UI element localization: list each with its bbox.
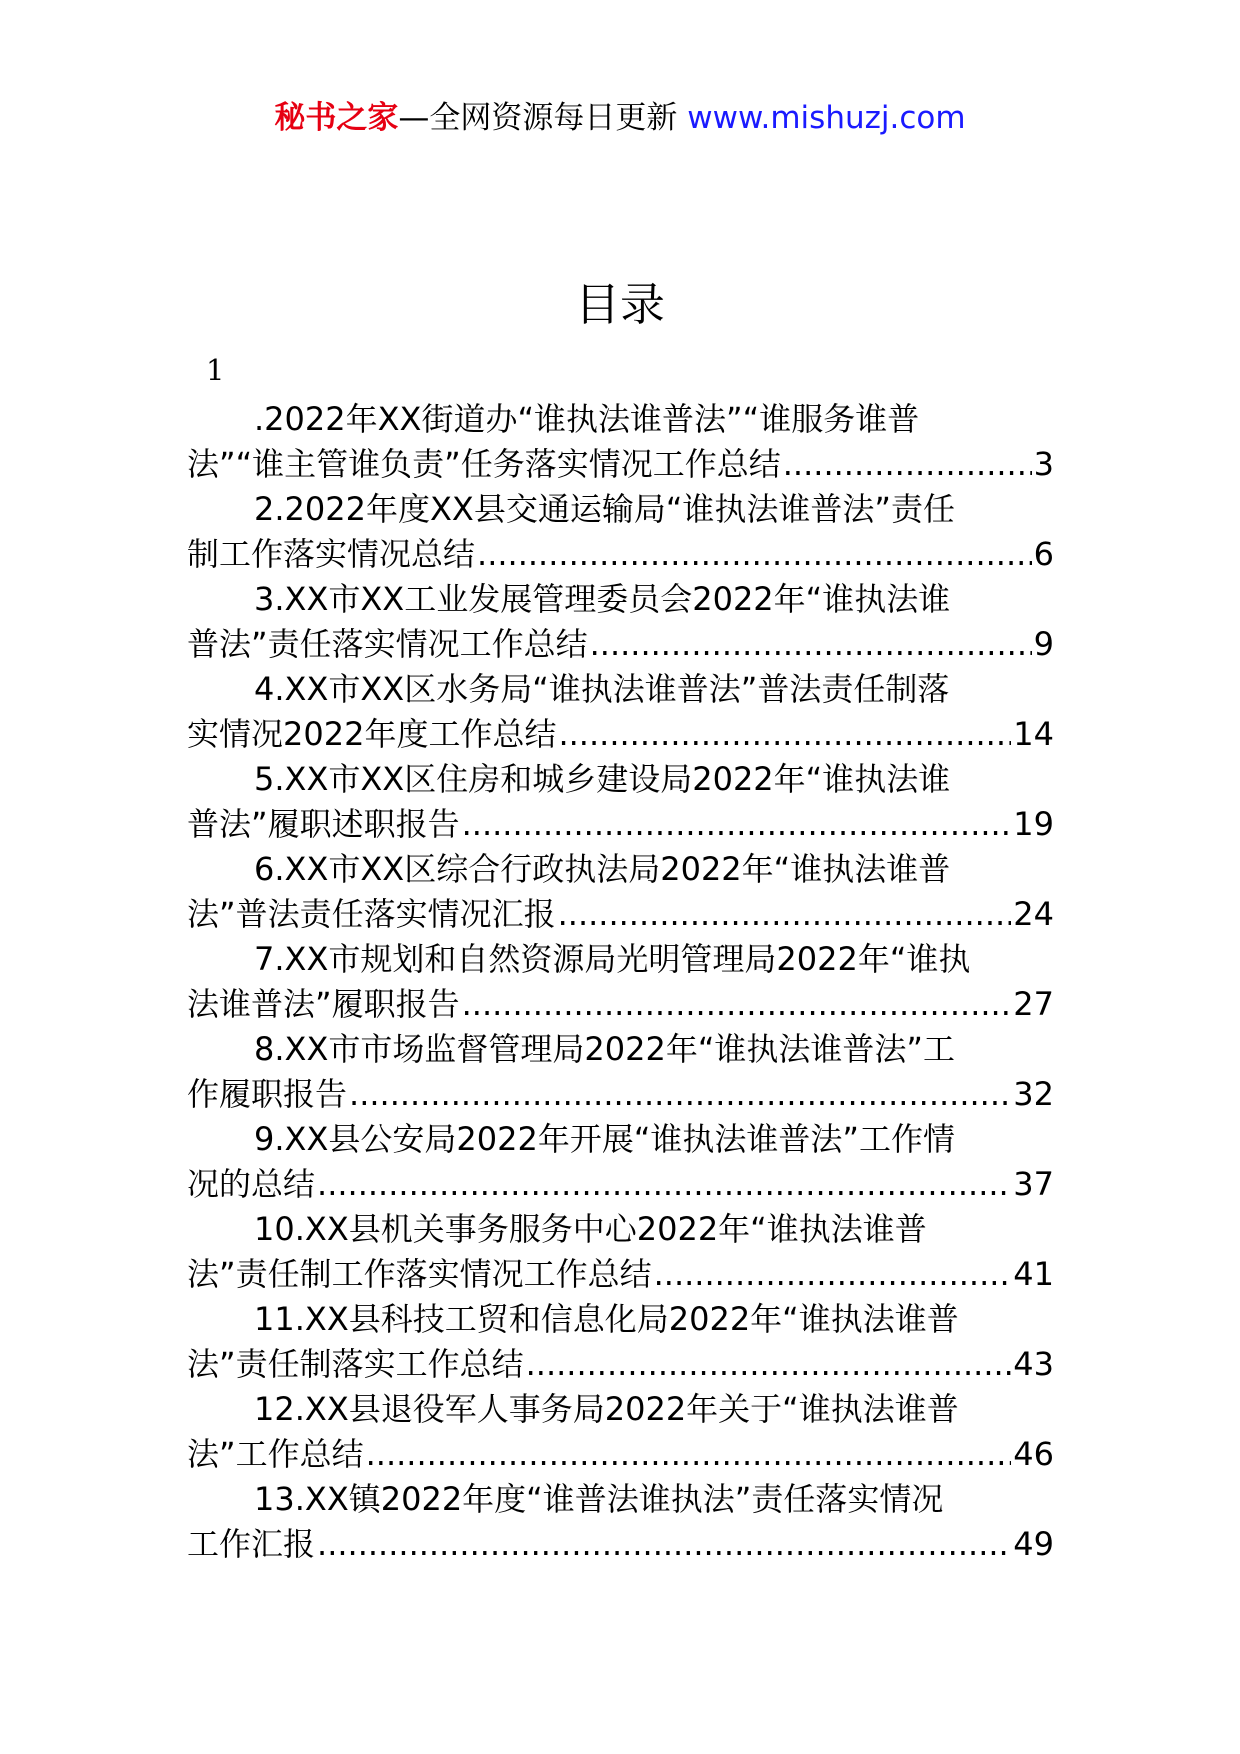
header-slogan: —全网资源每日更新: [398, 100, 688, 136]
site-url-link[interactable]: www.mishuzj.com: [687, 100, 966, 136]
dot-leader: [366, 1432, 1012, 1477]
toc-entry[interactable]: [187, 487, 1054, 577]
dot-leader: [462, 982, 1012, 1027]
toc-entry-title-rest: 工作汇报: [187, 1525, 316, 1563]
toc-page-number: 24: [1013, 895, 1054, 933]
toc-entry[interactable]: [187, 1027, 1054, 1117]
toc-entry-title-line2: [187, 622, 1054, 667]
toc-page-number: 3: [1033, 445, 1054, 483]
dot-leader: [349, 1072, 1011, 1117]
dot-leader: [783, 442, 1032, 487]
toc-entry[interactable]: [187, 667, 1054, 757]
toc-entry-title-line1: 2.2022年度XX县交通运输局“谁执法谁普法”责任: [254, 490, 955, 528]
toc-entry-title-rest: 普法”责任落实情况工作总结: [187, 625, 588, 663]
toc-page-number: 49: [1013, 1525, 1054, 1563]
toc-entry[interactable]: [187, 1297, 1054, 1387]
toc-entry-title-line2: [187, 802, 1054, 847]
dot-leader: [526, 1342, 1012, 1387]
toc-entry[interactable]: [187, 1207, 1054, 1297]
toc-page-number: 9: [1033, 625, 1054, 663]
toc-entry[interactable]: [187, 1117, 1054, 1207]
toc-entry-title-line1: 11.XX县科技工贸和信息化局2022年“谁执法谁普: [254, 1300, 959, 1338]
toc-entry-title-line2: [187, 532, 1054, 577]
table-of-contents: [187, 397, 1054, 1567]
toc-entry-title-rest: 法”责任制落实工作总结: [187, 1345, 524, 1383]
toc-entry-title-rest: 况的总结: [187, 1165, 316, 1203]
toc-entry-title-line1: 12.XX县退役军人事务局2022年关于“谁执法谁普: [254, 1390, 959, 1428]
toc-page-number: 43: [1013, 1345, 1054, 1383]
toc-entry[interactable]: [187, 397, 1054, 487]
toc-entry-title-line1: 7.XX市规划和自然资源局光明管理局2022年“谁执: [254, 940, 971, 978]
toc-entry-title-rest: 制工作落实情况总结: [187, 535, 476, 573]
dot-leader: [477, 532, 1032, 577]
top-marker: 1: [206, 353, 225, 387]
toc-entry-title-line1: 4.XX市XX区水务局“谁执法谁普法”普法责任制落: [254, 670, 950, 708]
toc-page-number: 19: [1013, 805, 1054, 843]
toc-page-number: 46: [1013, 1435, 1054, 1473]
toc-page-number: 37: [1013, 1165, 1054, 1203]
toc-entry[interactable]: [187, 1477, 1054, 1567]
brand-name: 秘书之家: [274, 100, 399, 136]
toc-entry-title-line2: [187, 1342, 1054, 1387]
dot-leader: [317, 1162, 1011, 1207]
toc-page-number: 6: [1033, 535, 1054, 573]
toc-entry-title-line2: [187, 442, 1054, 487]
toc-page-number: 32: [1013, 1075, 1054, 1113]
toc-entry[interactable]: [187, 847, 1054, 937]
toc-entry-title-rest: 法”“谁主管谁负责”任务落实情况工作总结: [187, 445, 781, 483]
toc-entry-title-line1: 8.XX市市场监督管理局2022年“谁执法谁普法”工: [254, 1030, 955, 1068]
toc-entry-title-line2: [187, 1072, 1054, 1117]
toc-entry-title-rest: 法”工作总结: [187, 1435, 364, 1473]
toc-entry-title-line1: 3.XX市XX工业发展管理委员会2022年“谁执法谁: [254, 580, 951, 618]
toc-entry[interactable]: [187, 757, 1054, 847]
dot-leader: [317, 1522, 1011, 1567]
toc-entry-title-line2: [187, 1522, 1054, 1567]
toc-entry-title-line2: [187, 1432, 1054, 1477]
toc-entry-title-line2: [187, 892, 1054, 937]
toc-entry-title-rest: 法”责任制工作落实情况工作总结: [187, 1255, 652, 1293]
dot-leader: [462, 802, 1012, 847]
dot-leader: [558, 712, 1011, 757]
toc-entry-title-rest: 普法”履职述职报告: [187, 805, 460, 843]
toc-entry-title-line1: .2022年XX街道办“谁执法谁普法”“谁服务谁普: [254, 400, 920, 438]
toc-entry-title-rest: 法”普法责任落实情况汇报: [187, 895, 556, 933]
site-header: [0, 98, 1240, 138]
toc-entry-title-rest: 实情况2022年度工作总结: [187, 715, 557, 753]
toc-entry[interactable]: [187, 577, 1054, 667]
toc-entry-title-line2: [187, 1252, 1054, 1297]
dot-leader: [654, 1252, 1012, 1297]
toc-entry-title-line1: 9.XX县公安局2022年开展“谁执法谁普法”工作情: [254, 1120, 955, 1158]
toc-entry[interactable]: [187, 1387, 1054, 1477]
toc-entry-title-line2: [187, 982, 1054, 1027]
toc-entry[interactable]: [187, 937, 1054, 1027]
toc-entry-title-line1: 6.XX市XX区综合行政执法局2022年“谁执法谁普: [254, 850, 951, 888]
toc-entry-title-line1: 13.XX镇2022年度“谁普法谁执法”责任落实情况: [254, 1480, 944, 1518]
toc-entry-title-line1: 5.XX市XX区住房和城乡建设局2022年“谁执法谁: [254, 760, 951, 798]
toc-entry-title-line1: 10.XX县机关事务服务中心2022年“谁执法谁普: [254, 1210, 927, 1248]
dot-leader: [590, 622, 1032, 667]
page-title: 目录: [574, 278, 665, 331]
toc-entry-title-line2: [187, 712, 1054, 757]
toc-entry-title-rest: 作履职报告: [187, 1075, 348, 1113]
toc-page-number: 27: [1013, 985, 1054, 1023]
toc-page-number: 41: [1013, 1255, 1054, 1293]
toc-page-number: 14: [1013, 715, 1054, 753]
toc-entry-title-line2: [187, 1162, 1054, 1207]
dot-leader: [558, 892, 1012, 937]
toc-entry-title-rest: 法谁普法”履职报告: [187, 985, 460, 1023]
